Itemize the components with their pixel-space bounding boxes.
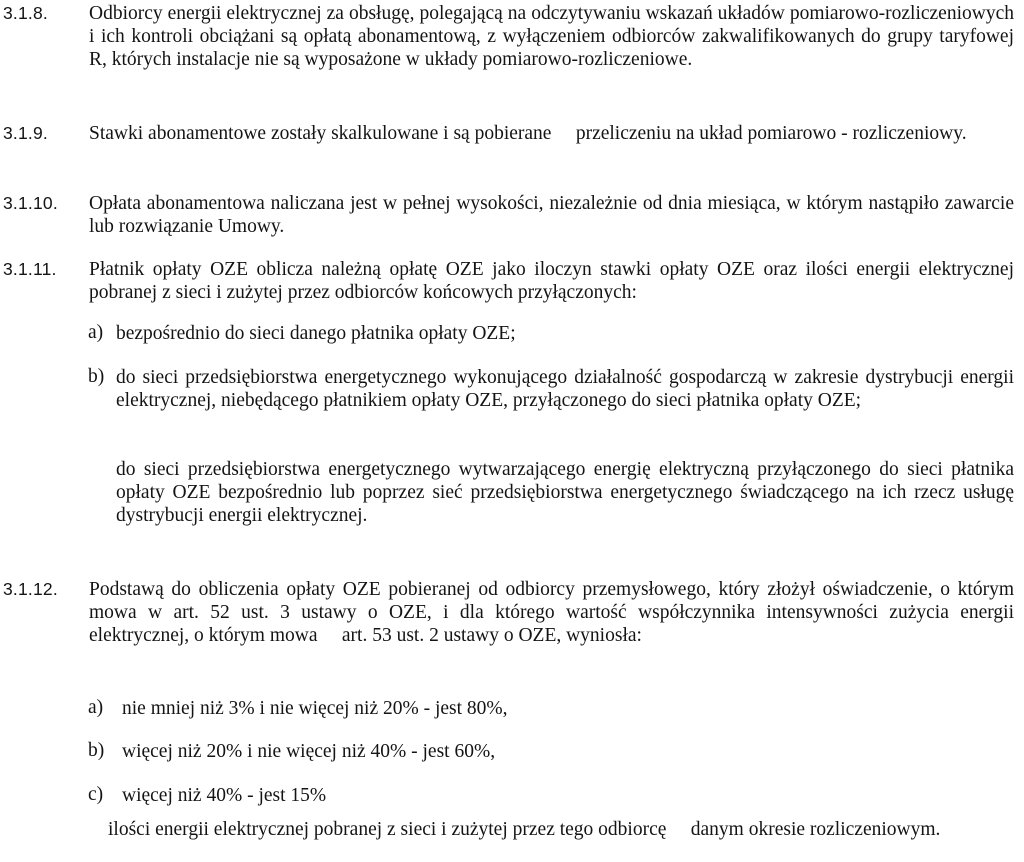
list-item-text: nie mniej niż 3% i nie więcej niż 20% - jest 80%, — [122, 698, 508, 719]
section-number: 3.1.11. — [3, 259, 57, 279]
closing-text: ilości energii elektrycznej pobranej z sieci i zużytej przez tego odbiorcę danym okresie rozliczeniowym. — [108, 819, 941, 840]
list-item-label: b) — [88, 740, 105, 761]
list-item-label: a) — [88, 322, 104, 343]
list-item-text: więcej niż 40% - jest 15% — [122, 785, 327, 806]
list-item-text: więcej niż 20% i nie więcej niż 40% - jest 60%, — [122, 741, 496, 762]
section-number: 3.1.10. — [3, 193, 58, 213]
list-item-text: do sieci przedsiębiorstwa energetycznego wytwarzającego energię elektryczną przyłączonego do sieci płatnika opłaty OZE bezpośrednio lub poprzez sieć przedsiębiorstwa energetycznego świadczącego na ich rzecz usługę dystrybucji energii elektrycznej. — [116, 459, 1014, 526]
list-item-label: b) — [88, 366, 105, 387]
section-text: Płatnik opłaty OZE oblicza należną opłatę OZE jako iloczyn stawki opłaty OZE oraz ilości energii elektrycznej pobranej z sieci i zużytej przez odbiorców końcowych przyłączonych: — [89, 259, 1014, 303]
list-item-label: a) — [88, 697, 104, 718]
section-text: Podstawą do obliczenia opłaty OZE pobieranej od odbiorcy przemysłowego, który złożył oświadczenie, o którym mowa w art. 52 ust. 3 ustawy o OZE, i dla którego wartość współczynnika intensywności zużycia energii elektrycznej, o którym mowa art. 53 ust. 2 ustawy o OZE, wyniosła: — [89, 579, 1019, 646]
section-number: 3.1.8. — [3, 3, 48, 23]
list-item-text: bezpośrednio do sieci danego płatnika opłaty OZE; — [116, 323, 516, 344]
list-item-label: c) — [88, 784, 104, 805]
section-text: Stawki abonamentowe zostały skalkulowane i są pobierane przeliczeniu na układ pomiarowo - rozliczeniowy. — [89, 123, 967, 144]
section-text: Opłata abonamentowa naliczana jest w pełnej wysokości, niezależnie od dnia miesiąca, w którym nastąpiło zawarcie lub rozwiązanie Umowy. — [89, 193, 1014, 237]
section-number: 3.1.12. — [3, 579, 58, 599]
section-text: Odbiorcy energii elektrycznej za obsługę, polegającą na odczytywaniu wskazań układów pomiarowo-rozliczeniowych i ich kontroli obciążani są opłatą abonamentową, z wyłączeniem odbiorców zakwalifikowanych do grupy taryfowej R, których instalacje nie są wyposażone w układy pomiarowo-rozliczeniowe. — [89, 3, 1014, 70]
section-number: 3.1.9. — [3, 123, 48, 143]
list-item-text: do sieci przedsiębiorstwa energetycznego wykonującego działalność gospodarczą w zakresie dystrybucji energii elektrycznej, niebędącego płatnikiem opłaty OZE, przyłączonego do sieci płatnika opłaty OZE; — [116, 367, 1014, 411]
